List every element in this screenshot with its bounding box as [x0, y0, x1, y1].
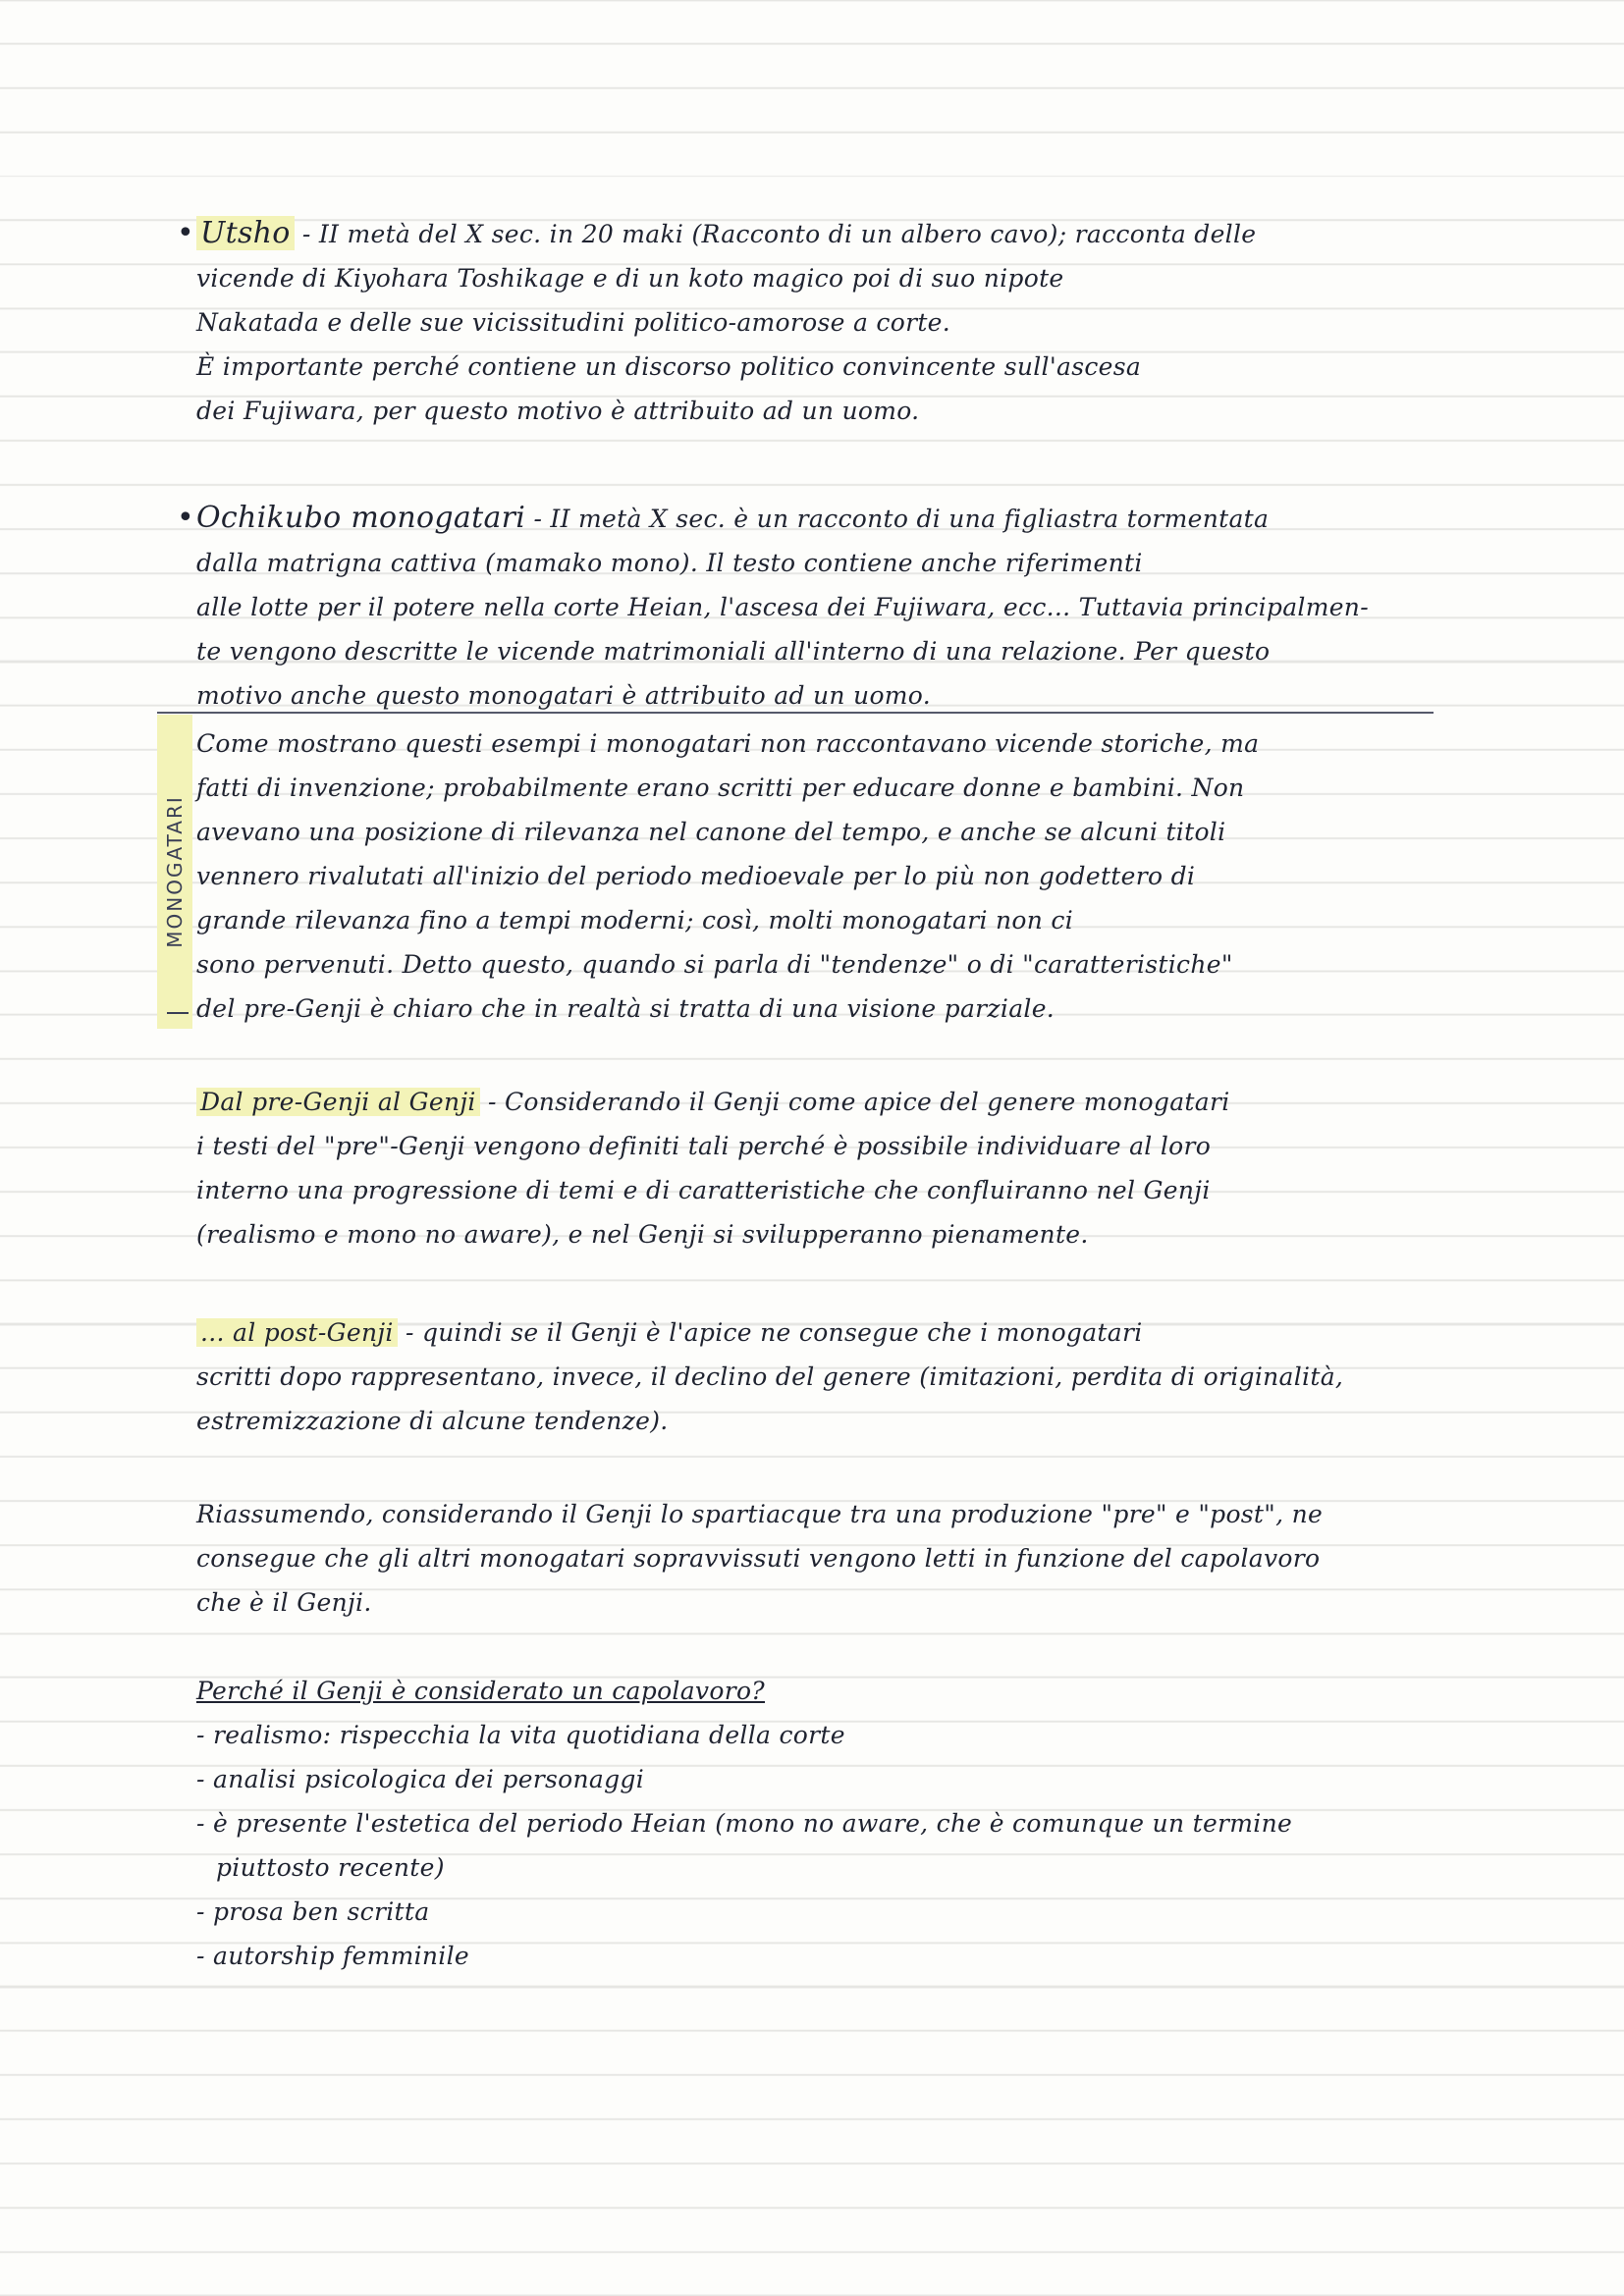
- list-item: - prosa ben scritta: [196, 1897, 430, 1926]
- perche-title: Perché il Genji è considerato un capolavoro?: [196, 1677, 765, 1705]
- pre-genji-line-3: interno una progressione di temi e di caratteristiche che confluiranno nel Genji: [196, 1176, 1211, 1204]
- list-item: - realismo: rispecchia la vita quotidiana della corte: [196, 1721, 845, 1749]
- ochikubo-line-5: motivo anche questo monogatari è attribuito ad un uomo.: [196, 681, 931, 710]
- section-monogatari: [196, 721, 1463, 1031]
- monogatari-line-4: vennero rivalutati all'inizio del periodo medioevale per lo più non godettero di: [196, 862, 1196, 890]
- post-genji-line-3: estremizzazione di alcune tendenze).: [196, 1407, 669, 1435]
- utsho-line-3: Nakatada e delle sue vicissitudini politico-amorose a corte.: [196, 308, 951, 337]
- post-genji-title: ... al post-Genji: [196, 1318, 398, 1347]
- utsho-line-1: Utsho - II metà del X sec. in 20 maki (Racconto di un albero cavo); racconta delle: [196, 211, 1463, 256]
- pre-genji-line-1: Dal pre-Genji al Genji - Considerando il Genji come apice del genere monogatari: [196, 1080, 1463, 1124]
- riassumendo-line-2: consegue che gli altri monogatari sopravvissuti vengono letti in funzione del capolavoro: [196, 1544, 1321, 1573]
- list-item: - è presente l'estetica del periodo Heian (mono no aware, che è comunque un termine: [196, 1809, 1293, 1838]
- monogatari-line-1: Come mostrano questi esempi i monogatari non raccontavano vicende storiche, ma: [196, 729, 1260, 758]
- section-divider: [157, 712, 1434, 714]
- ochikubo-line-3: alle lotte per il potere nella corte Heian, l'ascesa dei Fujiwara, ecc... Tuttavia principalmen-: [196, 593, 1369, 621]
- section-utsho: [177, 211, 1463, 433]
- ochikubo-line-2: dalla matrigna cattiva (mamako mono). Il testo contiene anche riferimenti: [196, 549, 1143, 577]
- pre-genji-line-2: i testi del "pre"-Genji vengono definiti tali perché è possibile individuare al loro: [196, 1132, 1212, 1160]
- utsho-line-2: vicende di Kiyohara Toshikage e di un koto magico poi di suo nipote: [196, 264, 1064, 293]
- perche-list: [196, 1713, 1463, 1978]
- riassumendo-line-1: Riassumendo, considerando il Genji lo spartiacque tra una produzione "pre" e "post", ne: [196, 1500, 1324, 1528]
- riassumendo-line-3: che è il Genji.: [196, 1588, 372, 1617]
- monogatari-line-2: fatti di invenzione; probabilmente erano scritti per educare donne e bambini. Non: [196, 774, 1245, 802]
- section-riassumendo: [196, 1492, 1463, 1625]
- monogatari-side-tag: MONOGATARI: [157, 715, 192, 1029]
- post-genji-line-2: scritti dopo rappresentano, invece, il declino del genere (imitazioni, perdita di originalità,: [196, 1362, 1344, 1391]
- utsho-line-5: dei Fujiwara, per questo motivo è attribuito ad un uomo.: [196, 397, 920, 425]
- ochikubo-line-4: te vengono descritte le vicende matrimoniali all'interno di una relazione. Per questo: [196, 637, 1271, 666]
- utsho-title: Utsho: [196, 216, 295, 250]
- post-genji-line-1: ... al post-Genji - quindi se il Genji è l'apice ne consegue che i monogatari: [196, 1310, 1463, 1355]
- list-item: piuttosto recente): [216, 1853, 445, 1882]
- monogatari-line-3: avevano una posizione di rilevanza nel canone del tempo, e anche se alcuni titoli: [196, 818, 1226, 846]
- ochikubo-line-1: Ochikubo monogatari - II metà X sec. è un racconto di una figliastra tormentata: [196, 501, 1270, 535]
- monogatari-line-6: sono pervenuti. Detto questo, quando si parla di "tendenze" o di "caratteristiche": [196, 950, 1233, 979]
- monogatari-line-7: del pre-Genji è chiaro che in realtà si tratta di una visione parziale.: [196, 994, 1056, 1023]
- pre-genji-line-4: (realismo e mono no aware), e nel Genji si svilupperanno pienamente.: [196, 1220, 1089, 1249]
- section-perche: [196, 1669, 1463, 1978]
- list-item: - analisi psicologica dei personaggi: [196, 1765, 645, 1793]
- section-ochikubo: [177, 496, 1463, 718]
- monogatari-line-5: grande rilevanza fino a tempi moderni; così, molti monogatari non ci: [196, 906, 1074, 934]
- dash-mark: [167, 1012, 189, 1014]
- section-post-genji: [196, 1310, 1463, 1443]
- pre-genji-title: Dal pre-Genji al Genji: [196, 1088, 480, 1116]
- ochikubo-title: Ochikubo monogatari: [196, 501, 526, 535]
- bullet-icon: •: [177, 216, 194, 250]
- list-item: - autorship femminile: [196, 1942, 469, 1970]
- bullet-icon: •: [177, 501, 194, 535]
- section-pre-genji: [196, 1080, 1463, 1256]
- utsho-line-4: È importante perché contiene un discorso politico convincente sull'ascesa: [196, 352, 1142, 381]
